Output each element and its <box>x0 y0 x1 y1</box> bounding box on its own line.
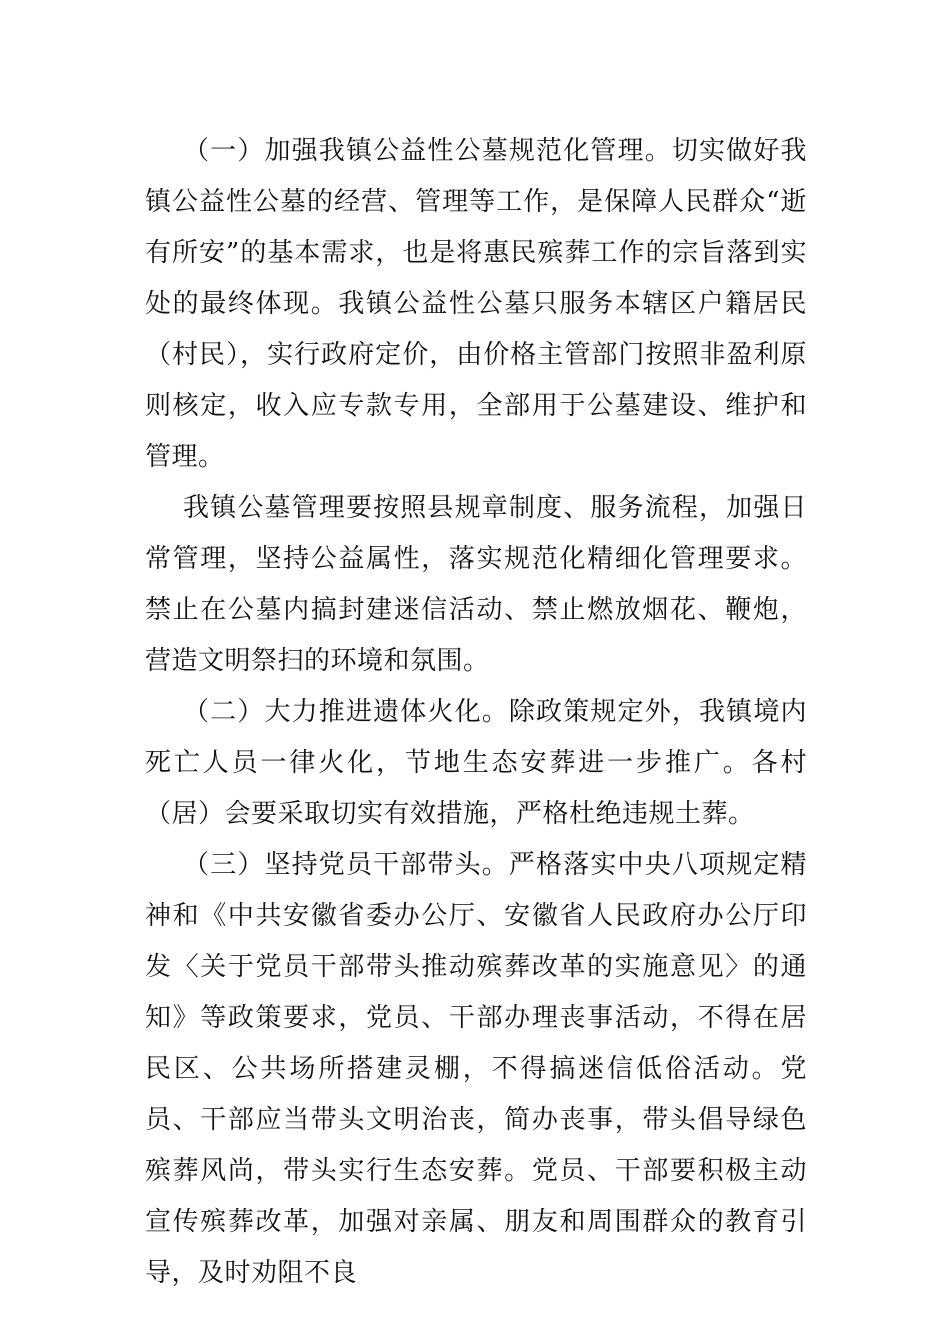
document-body <box>145 126 807 1299</box>
paragraph-public-cemetery-management: （一）加强我镇公益性公墓规范化管理。切实做好我镇公益性公墓的经营、管理等工作，是保障人民群众“逝有所安”的基本需求，也是将惠民殡葬工作的宗旨落到实处的最终体现。我镇公益性公墓只服务本辖区户籍居民（村民），实行政府定价，由价格主管部门按照非盈利原则核定，收入应专款专用，全部用于公墓建设、维护和管理。 <box>145 136 807 472</box>
paragraph-cemetery-daily-management: 我镇公墓管理要按照县规章制度、服务流程，加强日常管理，坚持公益属性，落实规范化精细化管理要求。禁止在公墓内搞封建迷信活动、禁止燃放烟花、鞭炮，营造文明祭扫的环境和氛围。 <box>145 493 807 676</box>
paragraph-party-cadres-lead: （三）坚持党员干部带头。严格落实中央八项规定精神和《中共安徽省委办公厅、安徽省人民政府办公厅印发〈关于党员干部带头推动殡葬改革的实施意见〉的通知》等政策要求，党员、干部办理丧事活动，不得在居民区、公共场所搭建灵棚，不得搞迷信低俗活动。党员、干部应当带头文明治丧，简办丧事，带头倡导绿色殡葬风尚，带头实行生态安葬。党员、干部要积极主动宣传殡葬改革，加强对亲属、朋友和周围群众的教育引导，及时劝阻不良 <box>145 850 807 1288</box>
paragraph-cremation: （二）大力推进遗体火化。除政策规定外，我镇境内死亡人员一律火化，节地生态安葬进一步推广。各村（居）会要采取切实有效措施，严格杜绝违规土葬。 <box>145 697 807 829</box>
